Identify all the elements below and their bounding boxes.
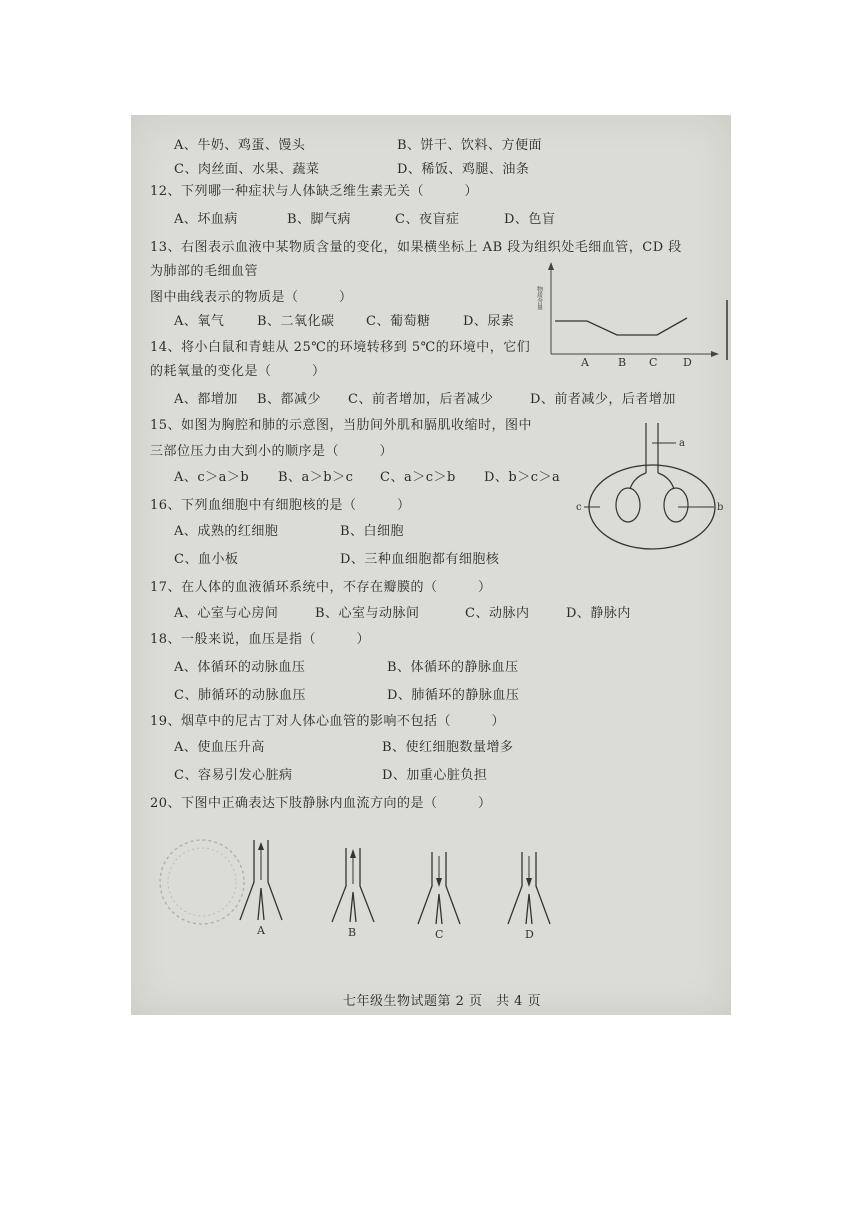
q19-stem: 19、烟草中的尼古丁对人体心血管的影响不包括（ ） bbox=[150, 714, 506, 729]
q20-label-d: D bbox=[525, 928, 534, 941]
q12-option-c: C、夜盲症 bbox=[395, 212, 460, 227]
q20-vessel-b bbox=[332, 848, 374, 922]
q13-stem-line1: 13、右图表示血液中某物质含量的变化，如果横坐标上 AB 段为组织处毛细血管，CD 段 bbox=[150, 240, 682, 255]
q19-option-a: A、使血压升高 bbox=[174, 740, 265, 755]
q20-vessel-c bbox=[418, 852, 460, 924]
q11-option-b: B、饼干、饮料、方便面 bbox=[397, 138, 543, 153]
q13-chart bbox=[535, 258, 735, 373]
q20-vessel-a bbox=[240, 840, 282, 920]
q20-vein-diagrams bbox=[150, 836, 570, 946]
q15-lung-diagram bbox=[572, 415, 732, 555]
q20-label-b: B bbox=[348, 926, 357, 939]
q14-option-d: D、前者减少，后者增加 bbox=[530, 392, 676, 407]
q15-option-c: C、a＞c＞b bbox=[380, 470, 456, 485]
q18-option-d: D、肺循环的静脉血压 bbox=[387, 688, 520, 703]
q17-option-d: D、静脉内 bbox=[566, 606, 631, 621]
q16-option-d: D、三种血细胞都有细胞核 bbox=[340, 552, 500, 567]
q13-option-d: D、尿素 bbox=[463, 314, 515, 329]
q13-option-a: A、氧气 bbox=[174, 314, 225, 329]
q13-curve bbox=[555, 318, 687, 335]
q11-option-a: A、牛奶、鸡蛋、馒头 bbox=[174, 138, 306, 153]
q11-option-c: C、肉丝面、水果、蔬菜 bbox=[174, 162, 320, 177]
q17-stem: 17、在人体的血液循环系统中，不存在瓣膜的（ ） bbox=[150, 580, 492, 595]
q13-x-label-d: D bbox=[683, 356, 692, 369]
q15-right-lung bbox=[664, 488, 688, 522]
q15-stem-line1: 15、如图为胸腔和肺的示意图，当肋间外肌和膈肌收缩时，图中 bbox=[150, 418, 533, 433]
q19-option-b: B、使红细胞数量增多 bbox=[382, 740, 514, 755]
q17-option-b: B、心室与动脉间 bbox=[315, 606, 420, 621]
q17-option-c: C、动脉内 bbox=[465, 606, 530, 621]
q15-label-a: a bbox=[679, 438, 685, 449]
q11-option-d: D、稀饭、鸡腿、油条 bbox=[397, 162, 530, 177]
q16-option-b: B、白细胞 bbox=[340, 524, 405, 539]
q12-option-d: D、色盲 bbox=[504, 212, 556, 227]
q13-x-label-b: B bbox=[618, 356, 627, 369]
q18-option-b: B、体循环的静脉血压 bbox=[387, 660, 519, 675]
q15-label-b: b bbox=[717, 502, 724, 513]
q13-x-arrow bbox=[711, 351, 719, 357]
q13-x-label-a: A bbox=[581, 356, 589, 369]
q14-option-b: B、都减少 bbox=[257, 392, 322, 407]
q16-stem: 16、下列血细胞中有细胞核的是（ ） bbox=[150, 498, 411, 513]
q12-option-a: A、坏血病 bbox=[174, 212, 238, 227]
q14-stem-line2: 的耗氧量的变化是（ ） bbox=[150, 364, 326, 379]
q14-option-c: C、前者增加，后者减少 bbox=[348, 392, 494, 407]
q15-option-d: D、b＞c＞a bbox=[484, 470, 561, 485]
q19-option-c: C、容易引发心脏病 bbox=[174, 768, 293, 783]
q15-left-lung bbox=[616, 488, 640, 522]
q18-option-c: C、肺循环的动脉血压 bbox=[174, 688, 306, 703]
q13-y-label: 物质含量 bbox=[535, 286, 543, 310]
q14-option-a: A、都增加 bbox=[174, 392, 238, 407]
q13-option-c: C、葡萄糖 bbox=[366, 314, 431, 329]
q20-faint-circle bbox=[160, 840, 244, 924]
q20-vessel-d bbox=[508, 852, 550, 924]
q13-y-arrow bbox=[548, 262, 554, 270]
q15-option-b: B、a＞b＞c bbox=[278, 470, 354, 485]
q12-option-b: B、脚气病 bbox=[287, 212, 352, 227]
q13-stem-line2: 为肺部的毛细血管 bbox=[150, 264, 259, 279]
q20-label-a: A bbox=[257, 924, 265, 937]
q12-stem: 12、下列哪一种症状与人体缺乏维生素无关（ ） bbox=[150, 184, 479, 199]
q20-label-c: C bbox=[435, 928, 444, 941]
q15-option-a: A、c＞a＞b bbox=[174, 470, 250, 485]
q20-stem: 20、下图中正确表达下肢静脉内血流方向的是（ ） bbox=[150, 796, 492, 811]
q16-option-a: A、成熟的红细胞 bbox=[174, 524, 279, 539]
q20-faint-circle-inner bbox=[168, 848, 236, 916]
q13-x-label-c: C bbox=[649, 356, 658, 369]
page-footer: 七年级生物试题第 2 页 共 4 页 bbox=[343, 994, 542, 1009]
q15-stem-line2: 三部位压力由大到小的顺序是（ ） bbox=[150, 444, 394, 459]
q13-option-b: B、二氧化碳 bbox=[257, 314, 335, 329]
q18-option-a: A、体循环的动脉血压 bbox=[174, 660, 306, 675]
q19-option-d: D、加重心脏负担 bbox=[382, 768, 488, 783]
q14-stem-line1: 14、将小白鼠和青蛙从 25℃的环境转移到 5℃的环境中，它们 bbox=[150, 340, 531, 355]
q16-option-c: C、血小板 bbox=[174, 552, 239, 567]
q18-stem: 18、一般来说，血压是指（ ） bbox=[150, 632, 371, 647]
q15-left-bronchus bbox=[630, 473, 674, 489]
q13-stem-line3: 图中曲线表示的物质是（ ） bbox=[150, 290, 353, 305]
q15-label-c: c bbox=[576, 502, 582, 513]
q17-option-a: A、心室与心房间 bbox=[174, 606, 279, 621]
